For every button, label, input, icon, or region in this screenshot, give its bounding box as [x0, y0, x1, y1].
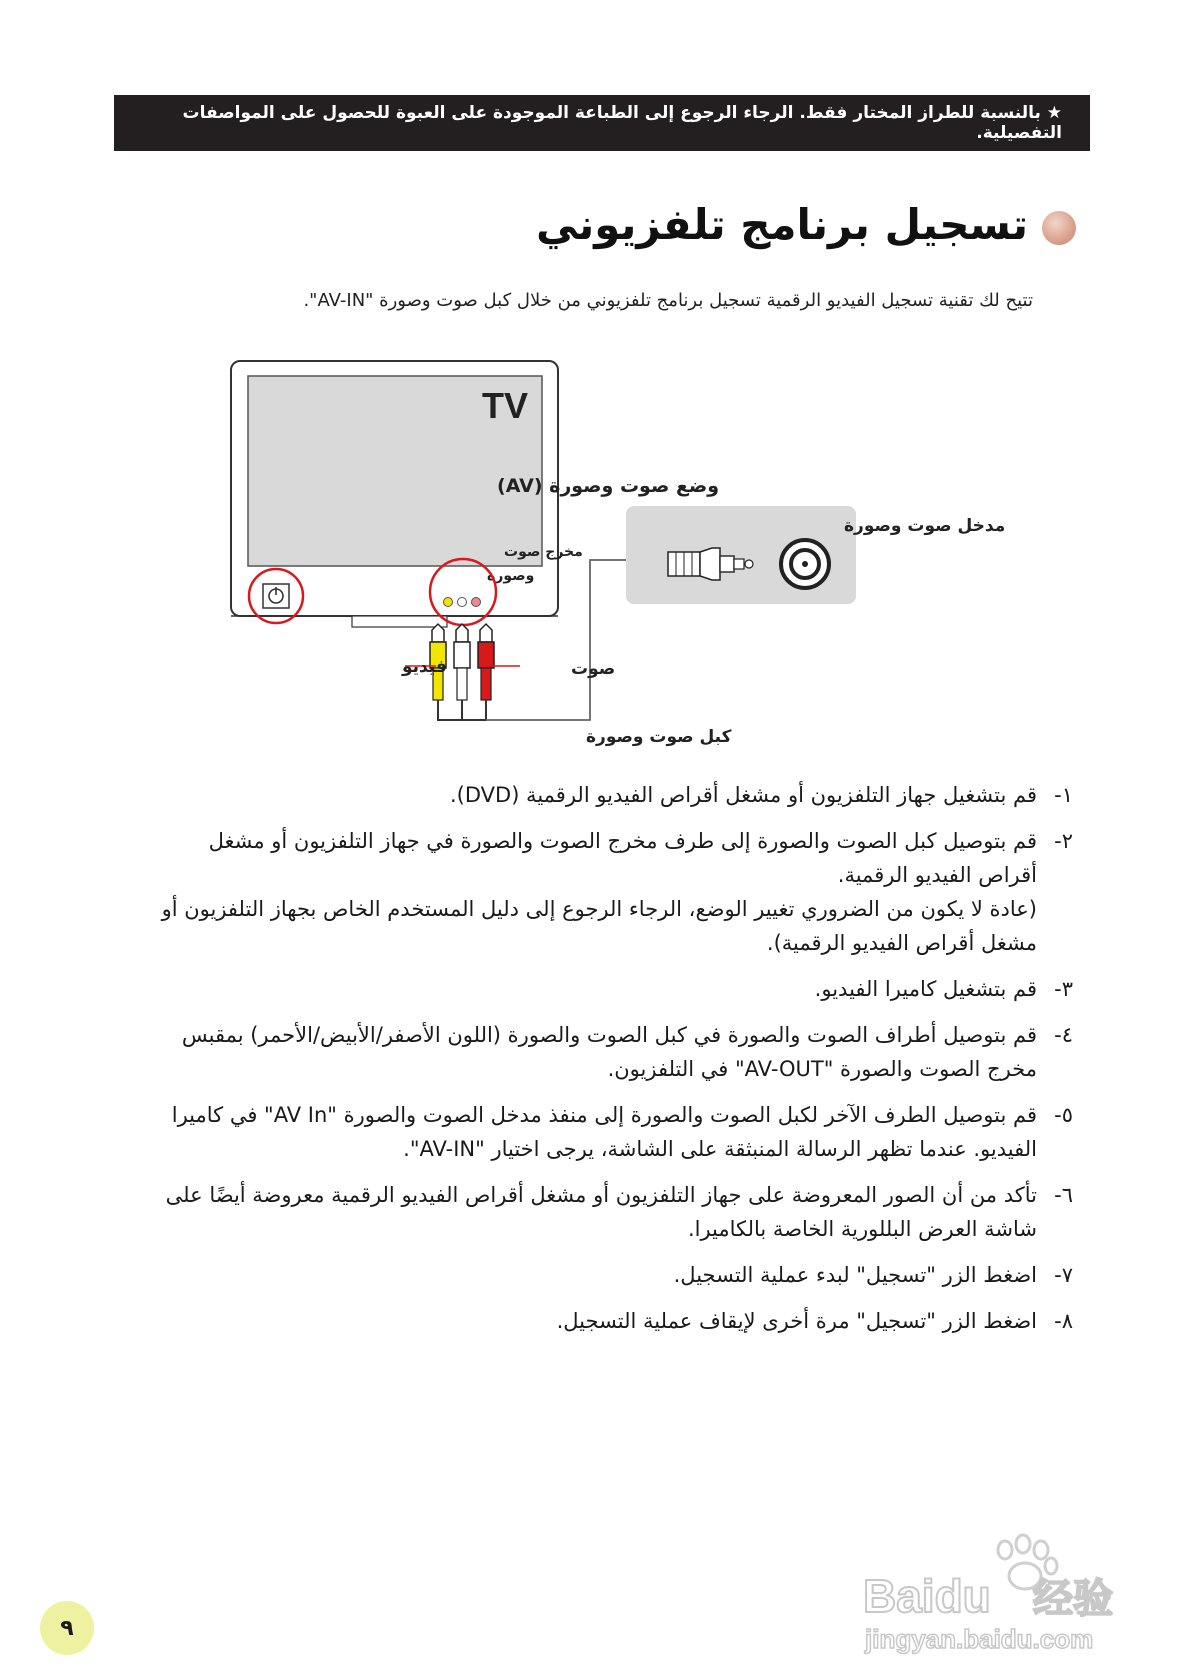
step-text: قم بتوصيل الطرف الآخر لكبل الصوت والصورة إلى منفذ مدخل الصوت والصورة "AV In" في كاميرا الفيديو. عندما تظهر الرسالة المنبثقة على الشاشة، يرجى اختيار "AV-IN". — [171, 1103, 1037, 1161]
step-text: قم بتوصيل كبل الصوت والصورة إلى طرف مخرج الصوت والصورة في جهاز التلفزيون أو مشغل أقراص الفيديو الرقمية. — [208, 829, 1037, 887]
av-in-label: مدخل صوت وصورة — [844, 516, 1006, 536]
step-number: ٦- — [1054, 1183, 1073, 1207]
step-text: قم بتشغيل جهاز التلفزيون أو مشغل أقراص الفيديو الرقمية (DVD). — [449, 783, 1037, 807]
av-mode-label: وضع صوت وصورة (AV) — [497, 475, 720, 497]
step-item — [153, 824, 1073, 960]
step-number: ٢- — [1054, 829, 1073, 853]
tv-label: TV — [481, 385, 528, 426]
av-in-port — [781, 540, 829, 588]
watermark-cn: 经验 — [1033, 1576, 1113, 1622]
step-item — [153, 1258, 1073, 1292]
av-out-label-line2: وصورة — [487, 568, 535, 584]
step-text: قم بتوصيل أطراف الصوت والصورة في كبل الصوت والصورة (اللون الأصفر/الأبيض/الأحمر) بمقبس مخرج الصوت والصورة "AV-OUT" في التلفزيون. — [181, 1023, 1037, 1081]
step-number: ٨- — [1054, 1309, 1073, 1333]
page-title: تسجيل برنامج تلفزيوني — [535, 200, 1028, 249]
video-label: فيديو — [402, 657, 447, 677]
step-number: ٧- — [1054, 1263, 1073, 1287]
step-number: ٥- — [1054, 1103, 1073, 1127]
page-number: ٩ — [40, 1601, 94, 1655]
red-jack — [472, 598, 481, 607]
step-text: قم بتشغيل كاميرا الفيديو. — [814, 977, 1037, 1001]
av-out-label-line1: مخرج صوت — [504, 544, 583, 560]
step-number: ٤- — [1054, 1023, 1073, 1047]
step-note: (عادة لا يكون من الضروري تغيير الوضع، الرجاء الرجوع إلى دليل المستخدم الخاص بجهاز التلفزيون أو مشغل أقراص الفيديو الرقمية). — [161, 897, 1037, 955]
baidu-watermark — [855, 1520, 1155, 1660]
yellow-jack — [444, 598, 453, 607]
step-number: ٣- — [1054, 977, 1073, 1001]
audio-label: صوت — [571, 659, 616, 679]
step-item — [153, 778, 1073, 812]
step-item — [153, 1178, 1073, 1246]
step-item — [153, 1304, 1073, 1338]
cable-label: كبل صوت وصورة — [586, 727, 732, 747]
tv-stand — [352, 616, 447, 627]
step-number: ١- — [1054, 783, 1073, 807]
connection-diagram — [0, 0, 1191, 760]
watermark-url: jingyan.baidu.com — [865, 1624, 1094, 1654]
step-item — [153, 1098, 1073, 1166]
step-text: اضغط الزر "تسجيل" مرة أخرى لإيقاف عملية التسجيل. — [556, 1309, 1037, 1333]
step-item — [153, 1018, 1073, 1086]
white-jack — [458, 598, 467, 607]
intro-text: تتيح لك تقنية تسجيل الفيديو الرقمية تسجيل برنامج تلفزيوني من خلال كبل صوت وصورة "AV-IN". — [303, 290, 1033, 311]
step-text: تأكد من أن الصور المعروضة على جهاز التلفزيون أو مشغل أقراص الفيديو الرقمية معروضة أيضًا على شاشة العرض البللورية الخاصة بالكاميرا. — [165, 1183, 1037, 1241]
step-item — [153, 972, 1073, 1006]
steps-list — [153, 778, 1073, 1350]
watermark-brand: Baidu — [863, 1570, 991, 1622]
step-text: اضغط الزر "تسجيل" لبدء عملية التسجيل. — [673, 1263, 1037, 1287]
notice-text: ★ بالنسبة للطراز المختار فقط. الرجاء الرجوع إلى الطباعة الموجودة على العبوة للحصول على المواصفات التفصيلية. — [182, 103, 1062, 143]
